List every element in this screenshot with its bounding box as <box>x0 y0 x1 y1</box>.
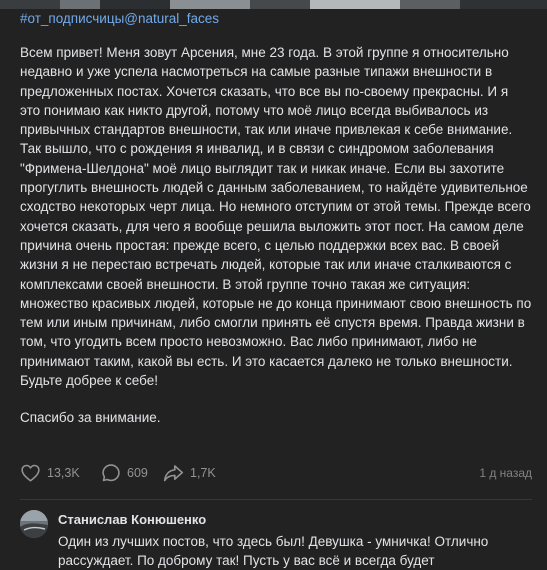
previous-post-image-strip <box>0 0 547 9</box>
avatar-image <box>20 510 48 538</box>
comment-icon <box>101 463 121 483</box>
post-hashtag-link[interactable]: #от_подписчицы@natural_faces <box>20 11 220 26</box>
comment-text: Один из лучших постов, что здесь был! Девушка - умничка! Отлично рассуждает. По доброму так! Пусть у вас всё и всегда будет <box>58 534 489 569</box>
post <box>0 9 547 570</box>
post-text <box>20 43 532 428</box>
share-icon <box>163 464 184 482</box>
comment-button[interactable] <box>101 462 148 484</box>
comments-divider <box>20 499 532 500</box>
share-count: 1,7K <box>190 466 216 480</box>
post-thanks: Спасибо за внимание. <box>20 410 161 426</box>
comment-count: 609 <box>127 466 148 480</box>
comment-item <box>20 510 535 570</box>
commenter-avatar[interactable] <box>20 510 48 538</box>
post-paragraph: Всем привет! Меня зовут Арсения, мне 23 года. В этой группе я относительно недавно и уже успела насмотреться на самые разные типажи внешности в предложенных постах. Хочется сказать, что все вы по-своему прекрасны. И я это понимаю как никто другой, потому что моё лицо всегда выбивалось из привычных стандартов внешности, так или иначе привлекая к себе внимание. Так вышло, что с рождения я инвалид, и в связи с синдромом заболевания "Фримена-Шелдона" моё лицо выглядит так и никак иначе. Если вы захотите прогуглить внешность людей с данным заболеванием, то найдёте удивительное сходство некоторых черт лица. Но немного отступим от этой темы. Прежде всего хочется сказать, для чего я вообще решила выложить этот пост. На самом деле причина очень простая: прежде всего, с целью поддержки всех вас. В своей жизни я не перестаю встречать людей, которые так или иначе сталкиваются с комплексами своей внешности. В этой группе точно такая же ситуация: множество красивых людей, которые не до конца принимают свою внешность по тем или иным причинам, либо смогли принять её спустя время. Правда жизни в том, что угодить всем просто невозможно. Вас либо принимают, либо не принимают таким, какой вы есть. И это касается далеко не только внешности. Будьте добрее к себе! <box>20 45 532 389</box>
heart-icon <box>20 464 41 482</box>
comment-author[interactable]: Станислав Конюшенко <box>58 512 207 527</box>
like-count: 13,3K <box>47 466 80 480</box>
post-time[interactable]: 1 д назад <box>479 466 532 480</box>
like-button[interactable] <box>20 462 80 484</box>
share-button[interactable] <box>163 462 216 484</box>
post-actions <box>20 462 532 484</box>
